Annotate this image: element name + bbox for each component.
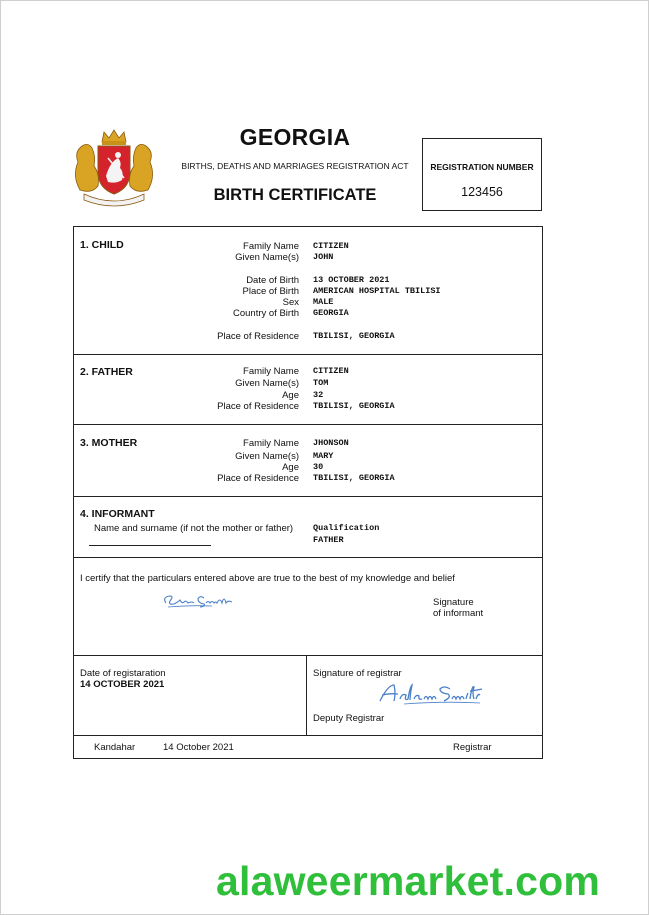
divider	[74, 557, 542, 558]
certification-statement: I certify that the particulars entered above are true to the best of my knowledge and belief	[80, 573, 455, 584]
registrar-signature-image	[374, 681, 484, 707]
footer-date: 14 October 2021	[163, 742, 234, 753]
registration-date-value: 14 OCTOBER 2021	[80, 679, 165, 690]
child-section-title: 1. CHILD	[80, 239, 124, 251]
divider	[74, 424, 542, 425]
child-place-of-birth-label: Place of Birth	[242, 286, 299, 297]
divider	[74, 655, 542, 656]
child-family-name-label: Family Name	[243, 241, 299, 252]
child-sex-label: Sex	[282, 297, 299, 308]
father-residence-label: Place of Residence	[217, 401, 299, 412]
registration-number-label: REGISTRATION NUMBER	[430, 162, 534, 172]
certificate-table	[73, 226, 543, 759]
father-age-label: Age	[282, 390, 299, 401]
child-given-names-label: Given Name(s)	[235, 252, 299, 263]
divider	[74, 735, 542, 736]
footer-registrar: Registrar	[453, 742, 492, 753]
informant-signature-image	[160, 591, 240, 611]
father-residence-value: TBILISI, GEORGIA	[313, 401, 395, 411]
registration-number-value: 123456	[461, 185, 503, 199]
child-sex-value: MALE	[313, 297, 334, 307]
child-given-names-value: JOHN	[313, 252, 334, 262]
child-residence-label: Place of Residence	[217, 331, 299, 342]
mother-age-value: 30	[313, 462, 324, 472]
informant-qualification-value: FATHER	[313, 535, 344, 545]
registrar-signature-label: Signature of registrar	[313, 668, 402, 679]
child-residence-value: TBILISI, GEORGIA	[313, 331, 395, 341]
informant-name-line	[89, 545, 211, 546]
father-section-title: 2. FATHER	[80, 366, 133, 378]
country-heading: GEORGIA	[239, 124, 351, 150]
mother-age-label: Age	[282, 462, 299, 473]
coat-of-arms-emblem	[70, 128, 158, 208]
informant-signature-label-2: of informant	[433, 608, 484, 619]
mother-residence-value: TBILISI, GEORGIA	[313, 473, 395, 483]
mother-family-name-label: Family Name	[243, 438, 299, 449]
father-given-names-value: TOM	[313, 378, 329, 388]
child-family-name-value: CITIZEN	[313, 241, 349, 251]
informant-name-label: Name and surname (if not the mother or father)	[94, 523, 294, 534]
divider	[306, 655, 307, 735]
deputy-registrar-label: Deputy Registrar	[313, 713, 385, 724]
footer-place: Kandahar	[94, 742, 136, 753]
watermark-text: alaweermarket.com	[216, 858, 601, 904]
child-place-of-birth-value: AMERICAN HOSPITAL TBILISI	[313, 286, 441, 296]
father-given-names-label: Given Name(s)	[235, 378, 299, 389]
mother-family-name-value: JHONSON	[313, 438, 349, 448]
divider	[74, 496, 542, 497]
registration-date-label: Date of registaration	[80, 668, 166, 679]
mother-section-title: 3. MOTHER	[80, 437, 138, 449]
mother-residence-label: Place of Residence	[217, 473, 299, 484]
father-family-name-label: Family Name	[243, 366, 299, 377]
divider	[74, 354, 542, 355]
child-country-of-birth-value: GEORGIA	[313, 308, 349, 318]
mother-given-names-label: Given Name(s)	[235, 451, 299, 462]
father-family-name-value: CITIZEN	[313, 366, 349, 376]
child-country-of-birth-label: Country of Birth	[233, 308, 299, 319]
informant-qualification-label: Qualification	[313, 523, 380, 533]
registration-number-box	[422, 138, 542, 211]
child-date-of-birth-label: Date of Birth	[246, 275, 299, 286]
mother-given-names-value: MARY	[313, 451, 334, 461]
child-date-of-birth-value: 13 OCTOBER 2021	[313, 275, 390, 285]
informant-section-title: 4. INFORMANT	[80, 508, 155, 520]
registration-act-subtitle: BIRTHS, DEATHS AND MARRIAGES REGISTRATION ACT	[181, 161, 409, 171]
father-age-value: 32	[313, 390, 324, 400]
informant-signature-label-1: Signature	[433, 597, 474, 608]
document-title: BIRTH CERTIFICATE	[213, 186, 377, 204]
